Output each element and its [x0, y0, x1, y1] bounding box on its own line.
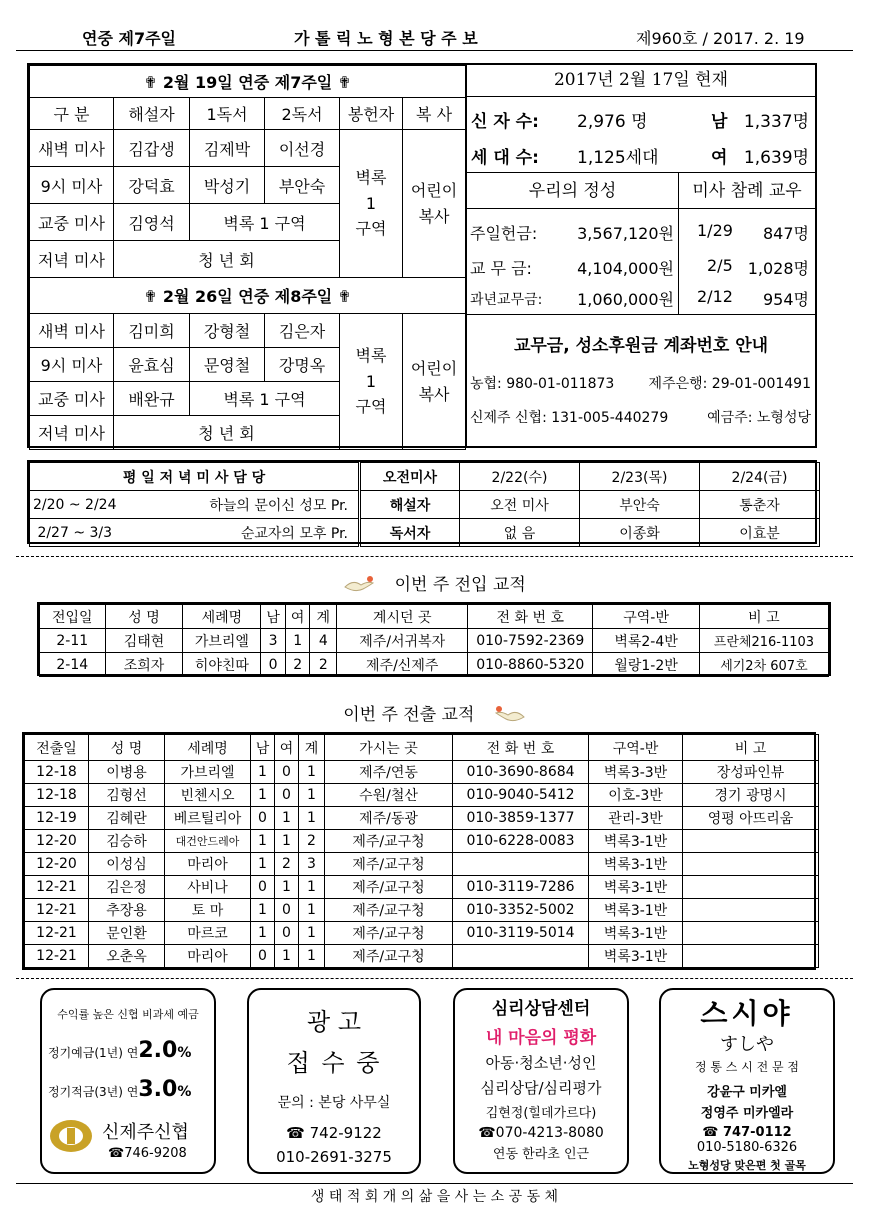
cell: 윤효심	[114, 348, 190, 382]
cell: 제주/교구청	[325, 899, 453, 922]
altar-line: 복사	[418, 206, 450, 226]
reader-cell: 이효분	[700, 519, 820, 547]
transfer-out-heading	[0, 700, 869, 725]
cell: 이선경	[265, 130, 340, 167]
cell: 12-21	[25, 922, 89, 945]
offering-line: 벽록	[355, 346, 387, 366]
issue-info: 제960호 / 2017. 2. 19	[636, 29, 805, 48]
cell: 12-21	[25, 899, 89, 922]
row-label: 새벽 미사	[30, 314, 114, 348]
counsel-brand: 내 마음의 평화	[485, 1028, 597, 1048]
cell: 1	[251, 830, 275, 853]
column-header: 구역-반	[589, 735, 683, 761]
cell: 관리-3반	[589, 807, 683, 830]
group-cell: 하늘의 문이신 성모 Pr.	[120, 491, 360, 519]
column-header: 성 명	[89, 735, 165, 761]
offering-value: 1,060,000원	[577, 290, 674, 309]
cell: 가브리엘	[183, 629, 261, 653]
morning-label: 오전미사	[360, 463, 460, 491]
cell: 이성심	[89, 853, 165, 876]
believers-label: 신 자 수:	[471, 112, 539, 132]
male-label: 남	[711, 112, 728, 132]
cell: 벽록3-1반	[589, 830, 683, 853]
cell: 1	[251, 784, 275, 807]
table-row	[25, 945, 819, 968]
savings-label: 정기적금(3년) 연	[48, 1085, 139, 1099]
offering-line: 1	[365, 193, 377, 213]
ad-phone1: ☎ 742-9122	[286, 1124, 382, 1142]
credit-phone: ☎746-9208	[108, 1146, 187, 1161]
column-header: 비 고	[683, 735, 819, 761]
cell: 수원/철산	[325, 784, 453, 807]
offering-value: 3,567,120원	[577, 224, 674, 243]
table-row	[40, 629, 829, 653]
cell: 0	[261, 653, 286, 677]
cell: 청 년 회	[114, 416, 340, 450]
transfer-out-title: 이번 주 전출 교적	[343, 705, 475, 725]
table-row	[40, 653, 829, 677]
offering-label: 주일헌금:	[470, 224, 538, 243]
offering-value: 4,104,000원	[577, 259, 674, 278]
cell: 장성파인뷰	[683, 761, 819, 784]
col-category: 구 분	[30, 98, 114, 130]
reader-cell: 없 음	[460, 519, 580, 547]
cell: 2	[275, 853, 299, 876]
cell: 가브리엘	[165, 761, 251, 784]
female-value: 1,639명	[743, 148, 809, 168]
column-header: 여	[275, 735, 299, 761]
cell: 010-9040-5412	[453, 784, 589, 807]
cell: 12-21	[25, 876, 89, 899]
cell: 제주/연동	[325, 761, 453, 784]
cell: 김승하	[89, 830, 165, 853]
account-box	[467, 315, 815, 446]
percent-sign: %	[177, 1084, 192, 1100]
sushi-location: 노형성당 맞은편 첫 골목	[688, 1159, 806, 1172]
column-header: 성 명	[105, 605, 183, 629]
cell: 빈첸시오	[165, 784, 251, 807]
cell: 김은정	[89, 876, 165, 899]
table-row	[25, 899, 819, 922]
offering-line: 구역	[355, 397, 387, 417]
cell: 1	[275, 830, 299, 853]
offering-cell	[340, 314, 403, 450]
cell: 12-18	[25, 761, 89, 784]
cell: 2	[299, 830, 325, 853]
cell: 김태현	[105, 629, 183, 653]
offering-label: 교 무 금:	[470, 259, 532, 278]
row-label: 저녁 미사	[30, 416, 114, 450]
cell: 1	[275, 807, 299, 830]
cell: 프란체216-1103	[699, 629, 828, 653]
cell: 베르틸리아	[165, 807, 251, 830]
cell: 제주/교구청	[325, 945, 453, 968]
info-panel	[465, 63, 817, 448]
col-altar: 복 사	[403, 98, 466, 130]
cell: 12-20	[25, 853, 89, 876]
cell: 2	[310, 653, 337, 677]
header-rule	[16, 50, 853, 51]
households-value: 1,125세대	[577, 148, 659, 168]
column-header: 전 화 번 호	[453, 735, 589, 761]
cell: 제주/신제주	[337, 653, 468, 677]
cell: 1	[251, 922, 275, 945]
ad-line1: 광 고	[307, 1008, 361, 1036]
counseling-ad	[453, 988, 629, 1174]
column-header: 전 화 번 호	[468, 605, 593, 629]
cell: 영평 아뜨리움	[683, 807, 819, 830]
group-cell: 순교자의 모후 Pr.	[120, 519, 360, 547]
cell: 벽록3-1반	[589, 876, 683, 899]
stats-box	[467, 97, 815, 173]
cell: 1	[299, 899, 325, 922]
deposit-rate: 2.0	[138, 1038, 178, 1063]
cell: 경기 광명시	[683, 784, 819, 807]
sushi-owner: 정영주 미카엘라	[700, 1106, 794, 1121]
date-cell: 2/22(수)	[460, 463, 580, 491]
table-row	[25, 807, 819, 830]
attendance-box	[679, 173, 815, 314]
column-header: 계시던 곳	[337, 605, 468, 629]
altar-cell	[403, 314, 466, 450]
cell: 2-11	[40, 629, 106, 653]
weekday-schedule	[27, 460, 817, 544]
cell: 이병용	[89, 761, 165, 784]
counsel-location: 연동 한라초 인근	[492, 1147, 590, 1162]
percent-sign: %	[177, 1045, 192, 1061]
sushi-kana: すしや	[720, 1034, 774, 1055]
cell	[683, 853, 819, 876]
cell: 벽록3-1반	[589, 945, 683, 968]
cell: 조희자	[105, 653, 183, 677]
cell: 010-3859-1377	[453, 807, 589, 830]
divider	[16, 556, 853, 557]
households-label: 세 대 수:	[471, 148, 539, 168]
footer-motto: 생 태 적 회 개 의 삶 을 사 는 소 공 동 체	[310, 1189, 559, 1205]
mass-schedule	[27, 63, 467, 448]
cell: 김갑생	[114, 130, 190, 167]
cell: 김제박	[190, 130, 265, 167]
cell: 배완규	[114, 382, 190, 416]
col-offering: 봉헌자	[340, 98, 403, 130]
weekday-title: 평 일 저 녁 미 사 담 당	[30, 463, 360, 491]
col-commentator: 해설자	[114, 98, 190, 130]
cell: 0	[251, 945, 275, 968]
account-title: 교무금, 성소후원금 계좌번호 안내	[513, 336, 769, 356]
cell: 4	[310, 629, 337, 653]
commentator-cell: 오전 미사	[460, 491, 580, 519]
period-cell: 2/27 ~ 3/3	[30, 519, 120, 547]
cell: 벽록3-1반	[589, 899, 683, 922]
column-header: 세례명	[165, 735, 251, 761]
attendance-date: 2/12	[697, 287, 733, 306]
cell: 010-3119-7286	[453, 876, 589, 899]
ad-contact: 문의 : 본당 사무실	[277, 1095, 391, 1111]
cell: 1	[299, 945, 325, 968]
sushi-ad	[659, 988, 835, 1174]
cell: 제주/교구청	[325, 853, 453, 876]
cell: 12-21	[25, 945, 89, 968]
offering-cell	[340, 130, 403, 278]
savings-line	[48, 1077, 214, 1102]
cell: 추장용	[89, 899, 165, 922]
cell: 1	[275, 945, 299, 968]
cell: 제주/교구청	[325, 876, 453, 899]
deposit-line	[48, 1038, 214, 1063]
cell: 박성기	[190, 167, 265, 204]
counsel-line: 아동·청소년·성인	[485, 1054, 597, 1072]
sushi-title: 스시야	[700, 997, 794, 1030]
altar-line: 복사	[418, 384, 450, 404]
cell: 청 년 회	[114, 241, 340, 278]
column-header: 남	[251, 735, 275, 761]
sushi-owner: 강윤구 미카엘	[707, 1085, 787, 1100]
credit-tagline: 수익률 높은 신협 비과세 예금	[57, 1008, 199, 1021]
bulletin-title: 가 톨 릭 노 형 본 당 주 보	[294, 29, 478, 48]
cell: 1	[251, 761, 275, 784]
cell: 12-18	[25, 784, 89, 807]
cell: 벽록 1 구역	[190, 204, 340, 241]
altar-line: 어린이	[410, 180, 458, 200]
cell: 벽록 1 구역	[190, 382, 340, 416]
ad-line2: 접 수 중	[286, 1049, 382, 1077]
female-label: 여	[711, 148, 728, 168]
cell: 강덕효	[114, 167, 190, 204]
row-label: 9시 미사	[30, 348, 114, 382]
column-header: 여	[285, 605, 310, 629]
altar-cell	[403, 130, 466, 278]
cell: 0	[275, 899, 299, 922]
cell	[453, 853, 589, 876]
row-label: 새벽 미사	[30, 130, 114, 167]
schedule2-title: ✟ 2월 26일 연중 제8주일 ✟	[30, 278, 466, 314]
attendance-date: 1/29	[697, 221, 733, 240]
row-label: 교중 미사	[30, 204, 114, 241]
account-line: 농협: 980-01-011873	[470, 376, 615, 392]
cell: 1	[299, 876, 325, 899]
column-header: 전출일	[25, 735, 89, 761]
commentator-cell: 부안숙	[580, 491, 700, 519]
cell: 김형선	[89, 784, 165, 807]
column-header: 계	[310, 605, 337, 629]
cell: 0	[275, 784, 299, 807]
table-row	[25, 853, 819, 876]
cell: 010-3690-8684	[453, 761, 589, 784]
cell: 대건안드레아	[165, 830, 251, 853]
account-line: 예금주: 노형성당	[707, 410, 811, 426]
table-row	[25, 761, 819, 784]
cell: 010-3119-5014	[453, 922, 589, 945]
column-header: 비 고	[699, 605, 828, 629]
counsel-phone: ☎070-4213-8080	[478, 1125, 604, 1141]
cell: 12-20	[25, 830, 89, 853]
credit-union-logo-icon	[48, 1116, 94, 1156]
cell	[683, 899, 819, 922]
footer-rule	[16, 1183, 853, 1184]
credit-name: 신제주신협	[102, 1122, 189, 1143]
table-row	[25, 922, 819, 945]
cell: 1	[299, 784, 325, 807]
cell: 마리아	[165, 853, 251, 876]
commentator-cell: 통춘자	[700, 491, 820, 519]
dove-icon	[494, 705, 526, 725]
cell: 1	[251, 899, 275, 922]
account-line: 신제주 신협: 131-005-440279	[470, 410, 669, 426]
cell: 제주/동광	[325, 807, 453, 830]
cell: 토 마	[165, 899, 251, 922]
table-row	[25, 876, 819, 899]
cell	[453, 945, 589, 968]
cell	[683, 830, 819, 853]
column-header: 계	[299, 735, 325, 761]
dove-icon	[343, 575, 375, 595]
cell: 마르코	[165, 922, 251, 945]
row-label: 9시 미사	[30, 167, 114, 204]
offering-box	[467, 173, 679, 314]
ad-space	[247, 988, 421, 1174]
cell: 월랑1-2반	[593, 653, 700, 677]
cell: 010-8860-5320	[468, 653, 593, 677]
cell: 김은자	[265, 314, 340, 348]
cell: 1	[285, 629, 310, 653]
cell: 문인환	[89, 922, 165, 945]
cell: 010-6228-0083	[453, 830, 589, 853]
sushi-desc: 정 통 스 시 전 문 점	[694, 1060, 800, 1074]
reader-cell: 이종화	[580, 519, 700, 547]
cell: 1	[275, 876, 299, 899]
row-label: 교중 미사	[30, 382, 114, 416]
cell: 3	[261, 629, 286, 653]
believers-value: 2,976 명	[577, 112, 648, 132]
table-row	[25, 784, 819, 807]
cell: 벽록3-3반	[589, 761, 683, 784]
attendance-count: 847명	[763, 224, 809, 243]
transfer-in-title: 이번 주 전입 교적	[394, 575, 526, 595]
counsel-line: 김현정(힐데가르다)	[485, 1106, 597, 1121]
cell: 김영석	[114, 204, 190, 241]
cell: 0	[251, 876, 275, 899]
cell: 제주/교구청	[325, 922, 453, 945]
cell: 1	[251, 853, 275, 876]
cell: 김미희	[114, 314, 190, 348]
cell	[683, 922, 819, 945]
reader-label: 독서자	[360, 519, 460, 547]
column-header: 전입일	[40, 605, 106, 629]
sushi-phone: 010-5180-6326	[696, 1140, 798, 1155]
cell: 사비나	[165, 876, 251, 899]
cell: 오춘옥	[89, 945, 165, 968]
cell: 제주/교구청	[325, 830, 453, 853]
cell	[683, 876, 819, 899]
offering-title: 우리의 정성	[467, 173, 678, 209]
cell: 부안숙	[265, 167, 340, 204]
cell: 0	[251, 807, 275, 830]
period-cell: 2/20 ~ 2/24	[30, 491, 120, 519]
cell: 이호-3반	[589, 784, 683, 807]
column-header: 세례명	[183, 605, 261, 629]
cell: 벽록3-1반	[589, 853, 683, 876]
divider	[16, 978, 853, 979]
cell: 강형철	[190, 314, 265, 348]
commentator-label: 해설자	[360, 491, 460, 519]
cell: 12-19	[25, 807, 89, 830]
cell: 0	[275, 922, 299, 945]
cell: 히야친따	[183, 653, 261, 677]
table-row	[25, 830, 819, 853]
offering-line: 벽록	[355, 168, 387, 188]
cell: 벽록2-4반	[593, 629, 700, 653]
cell: 1	[299, 761, 325, 784]
col-reader1: 1독서	[190, 98, 265, 130]
date-cell: 2/23(목)	[580, 463, 700, 491]
date-cell: 2/24(금)	[700, 463, 820, 491]
offering-line: 1	[365, 371, 377, 391]
cell: 2-14	[40, 653, 106, 677]
cell: 문영철	[190, 348, 265, 382]
cell: 2	[285, 653, 310, 677]
cell: 010-7592-2369	[468, 629, 593, 653]
transfer-in-table	[37, 602, 831, 676]
attendance-count: 954명	[763, 290, 809, 309]
column-header: 가시는 곳	[325, 735, 453, 761]
account-line: 제주은행: 29-01-001491	[648, 376, 811, 392]
counsel-title: 심리상담센터	[491, 999, 591, 1019]
offering-attendance	[467, 173, 815, 315]
column-header: 구역-반	[593, 605, 700, 629]
cell: 제주/서귀복자	[337, 629, 468, 653]
attendance-count: 1,028명	[747, 259, 809, 278]
column-header: 남	[261, 605, 286, 629]
cell: 1	[299, 807, 325, 830]
offering-line: 구역	[355, 219, 387, 239]
sushi-phone: ☎ 747-0112	[702, 1125, 792, 1140]
savings-rate: 3.0	[138, 1077, 178, 1102]
row-label: 저녁 미사	[30, 241, 114, 278]
week-label: 연중 제7주일	[82, 29, 176, 48]
transfer-out-table	[22, 732, 816, 970]
cell: 마리아	[165, 945, 251, 968]
cell: 010-3352-5002	[453, 899, 589, 922]
cell: 벽록3-1반	[589, 922, 683, 945]
cell: 세기2차 607호	[699, 653, 828, 677]
altar-line: 어린이	[410, 358, 458, 378]
credit-logo	[48, 1116, 94, 1160]
cell: 3	[299, 853, 325, 876]
transfer-in-heading	[0, 570, 869, 595]
cell: 김혜란	[89, 807, 165, 830]
stats-title: 2017년 2월 17일 현재	[467, 65, 815, 97]
counsel-line: 심리상담/심리평가	[480, 1079, 602, 1097]
col-reader2: 2독서	[265, 98, 340, 130]
offering-label: 과년교무금:	[470, 292, 543, 308]
ad-phone2: 010-2691-3275	[276, 1148, 392, 1166]
attendance-title: 미사 참례 교우	[679, 173, 815, 209]
cell	[683, 945, 819, 968]
deposit-label: 정기예금(1년) 연	[48, 1046, 139, 1060]
credit-union-ad	[40, 988, 216, 1174]
cell: 강명옥	[265, 348, 340, 382]
male-value: 1,337명	[743, 112, 809, 132]
cell: 0	[275, 761, 299, 784]
attendance-date: 2/5	[707, 256, 733, 275]
schedule1-title: ✟ 2월 19일 연중 제7주일 ✟	[30, 66, 466, 98]
cell: 1	[299, 922, 325, 945]
